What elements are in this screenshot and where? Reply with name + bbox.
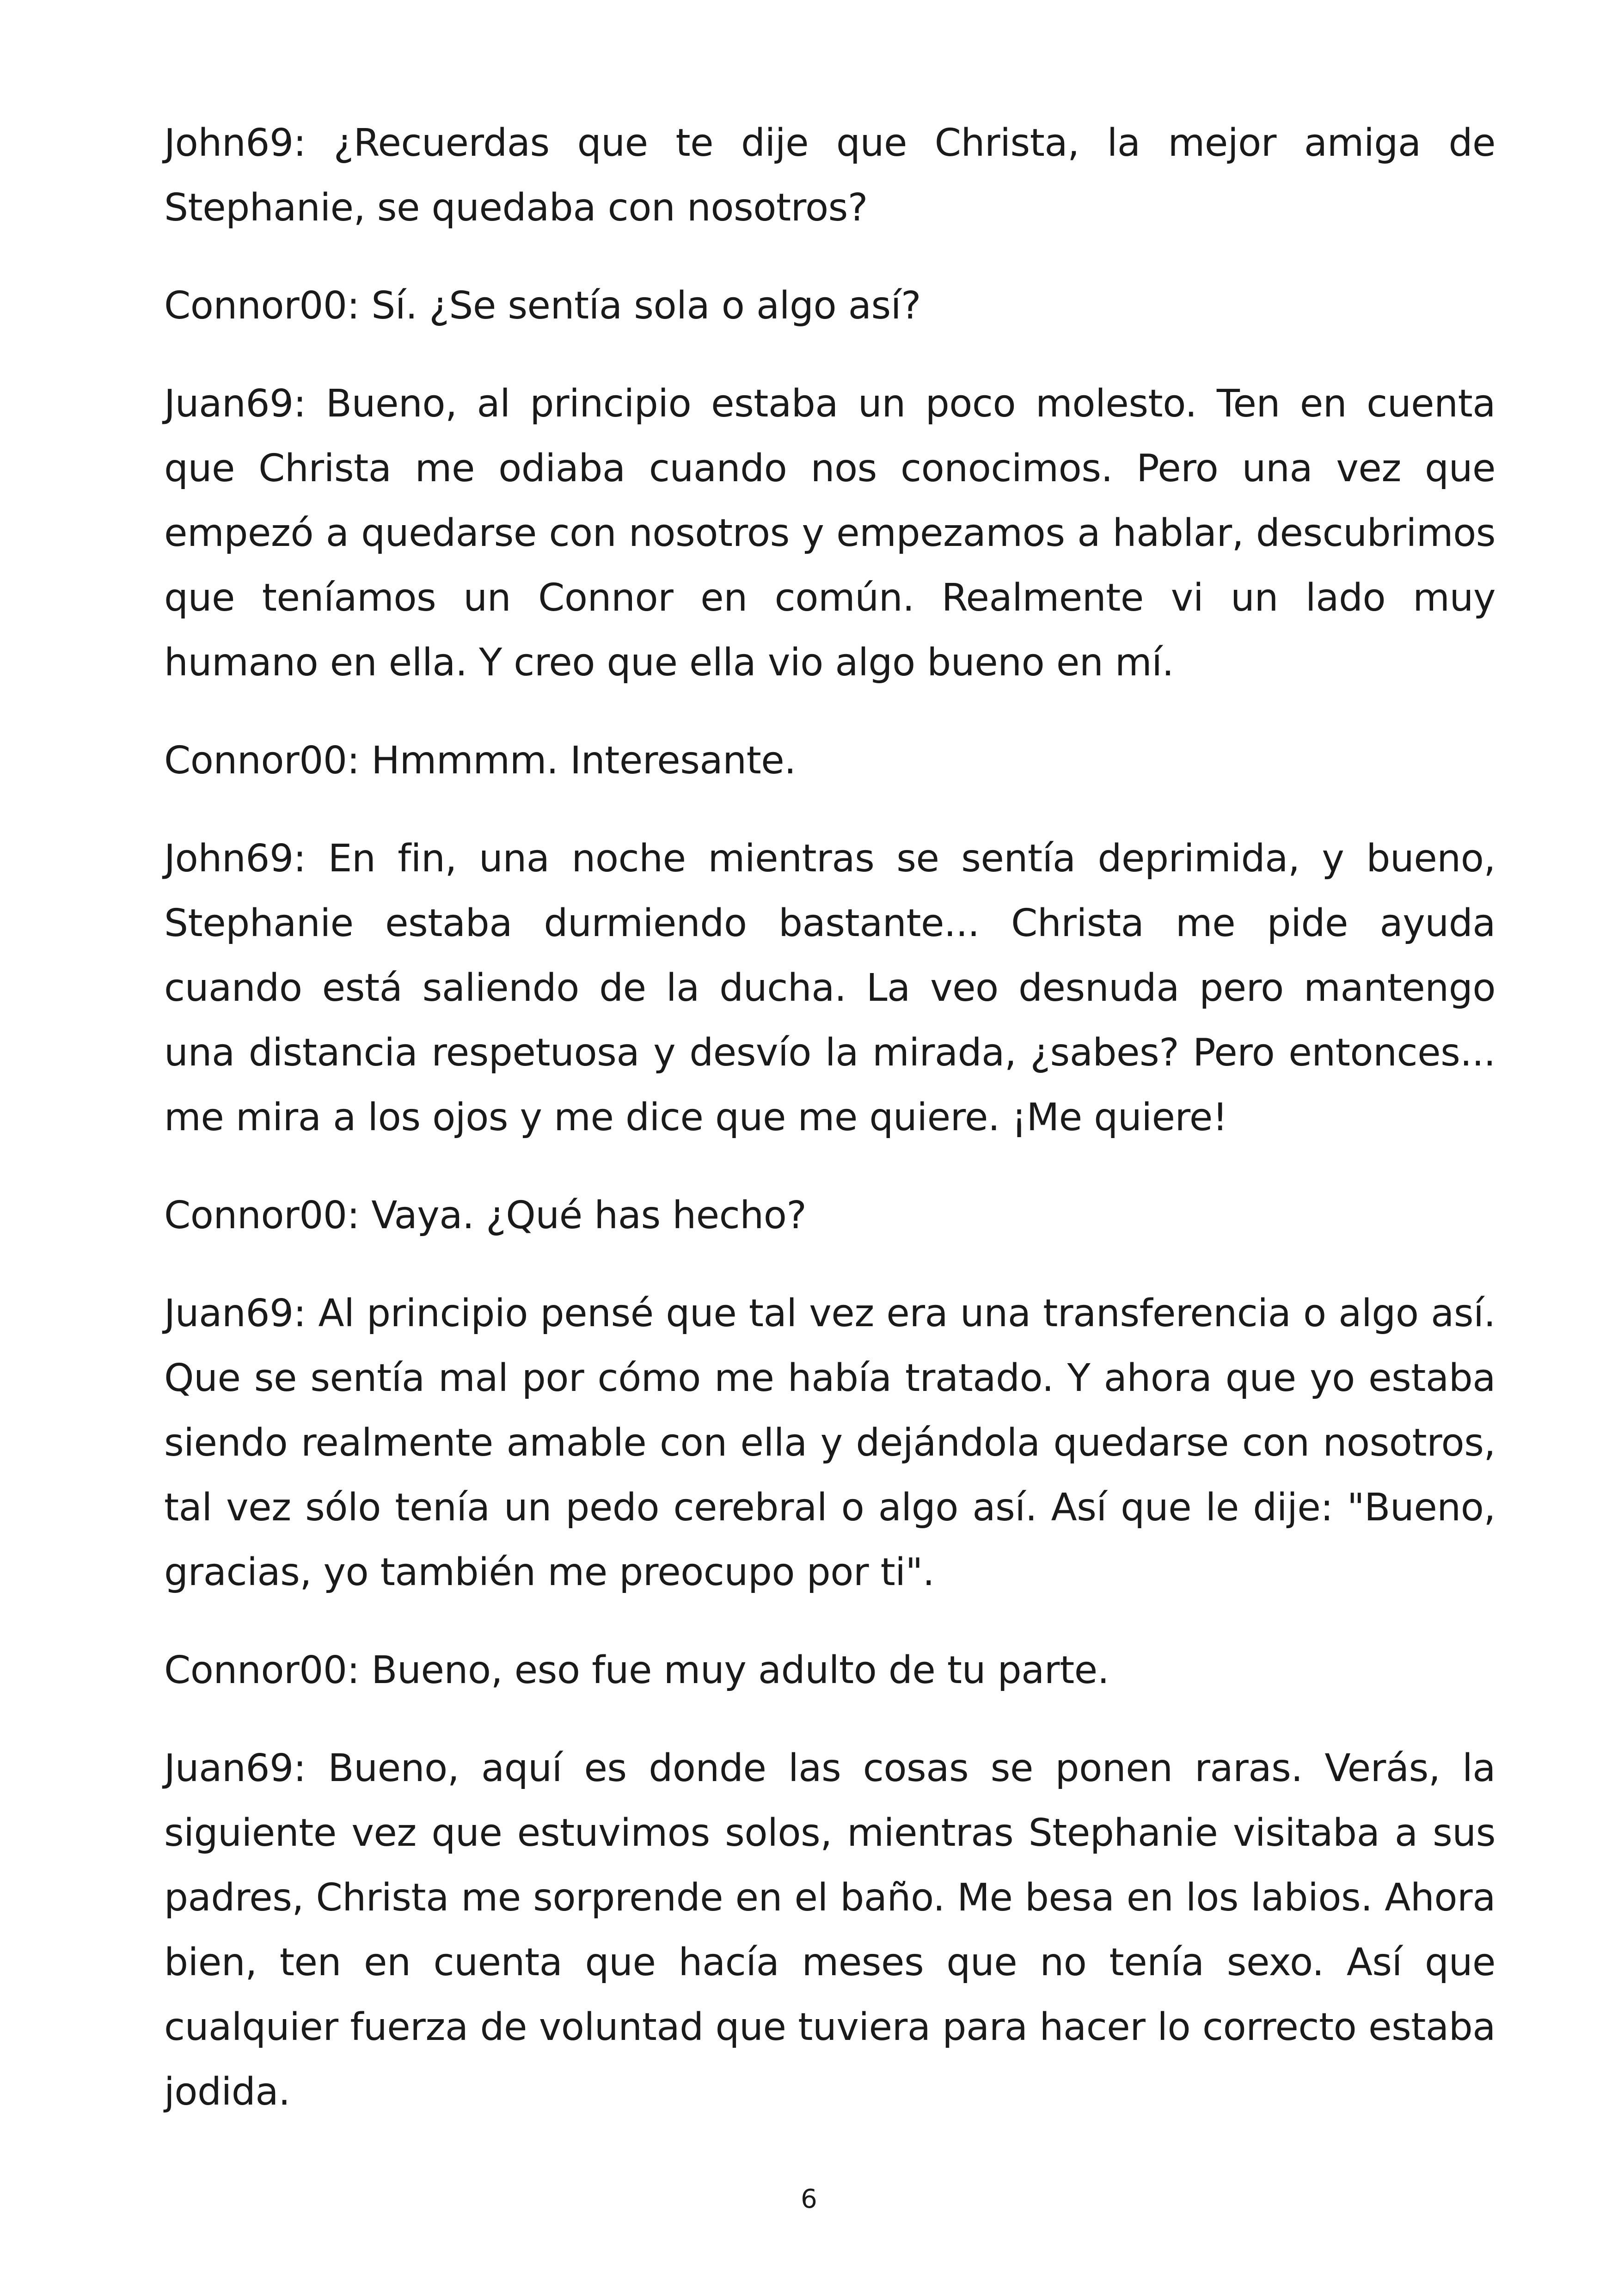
page-number: 6 [801,2184,817,2214]
dialogue-paragraph: Connor00: Hmmmm. Interesante. [164,739,796,783]
dialogue-paragraph: Juan69: Bueno, aquí es donde las cosas se ponen raras. Verás, la siguiente vez que estuvimos solos, mientras Stephanie visitaba a sus padres, Christa me sorprende en el baño. Me besa en los labios. Ahora bien, ten en cuenta que hacía meses que no tenía sexo. Así que cualquier fuerza de voluntad que tuviera para hacer lo correcto estaba jodida. [164,1746,1495,2114]
dialogue-paragraph: Connor00: Sí. ¿Se sentía sola o algo así? [164,284,921,328]
dialogue-paragraph: John69: En fin, una noche mientras se sentía deprimida, y bueno, Stephanie estaba durmiendo bastante... Christa me pide ayuda cuando está saliendo de la ducha. La veo desnuda pero mantengo una distancia respetuosa y desvío la mirada, ¿sabes? Pero entonces... me mira a los ojos y me dice que me quiere. ¡Me quiere! [164,837,1495,1139]
dialogue-paragraph: John69: ¿Recuerdas que te dije que Christa, la mejor amiga de Stephanie, se quedaba con nosotros? [164,121,1495,230]
dialogue-paragraph: Juan69: Al principio pensé que tal vez era una transferencia o algo así. Que se sentía mal por cómo me había tratado. Y ahora que yo estaba siendo realmente amable con ella y dejándola quedarse con nosotros, tal vez sólo tenía un pedo cerebral o algo así. Así que le dije: "Bueno, gracias, yo también me preocupo por ti". [164,1292,1495,1594]
page-body [164,111,1495,2158]
dialogue-paragraph: Juan69: Bueno, al principio estaba un poco molesto. Ten en cuenta que Christa me odiaba cuando nos conocimos. Pero una vez que empezó a quedarse con nosotros y empezamos a hablar, descubrimos que teníamos un Connor en común. Realmente vi un lado muy humano en ella. Y creo que ella vio algo bueno en mí. [164,382,1495,685]
dialogue-paragraph: Connor00: Vaya. ¿Qué has hecho? [164,1194,807,1237]
dialogue-paragraph: Connor00: Bueno, eso fue muy adulto de tu parte. [164,1648,1109,1692]
